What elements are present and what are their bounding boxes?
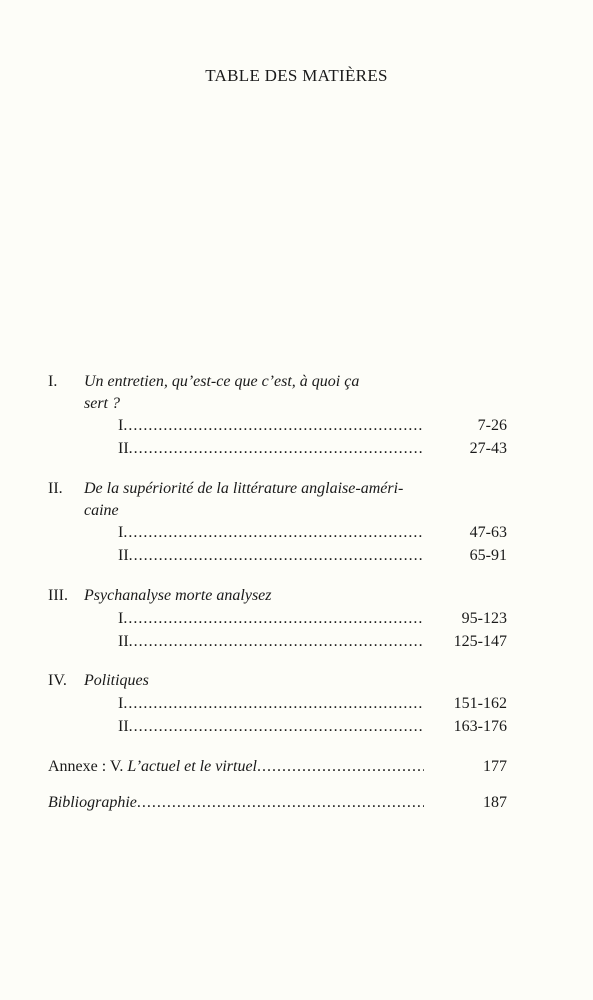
toc-entry [0, 438, 593, 460]
toc-entry [0, 522, 593, 544]
toc-annexe [0, 756, 593, 778]
toc-entry [0, 415, 593, 437]
annexe-title: L’actuel et le virtuel [127, 758, 257, 775]
section-heading: Un entretien, qu’est-ce que c’est, à quoi ça [84, 373, 360, 390]
entry-label: II [118, 547, 129, 564]
dot-leader [137, 792, 424, 814]
entry-label: I [118, 524, 124, 541]
entry-pages: 187 [483, 794, 507, 811]
dot-leader [123, 522, 424, 544]
section-heading: Politiques [84, 672, 149, 689]
entry-label: II [118, 440, 129, 457]
section-heading: Psychanalyse morte analysez [84, 587, 272, 604]
section-heading: De la supériorité de la littérature anglaise-améri- [84, 480, 404, 497]
section-heading-continued: sert ? [84, 395, 120, 412]
toc-bibliographie [0, 792, 593, 814]
dot-leader [129, 716, 424, 738]
toc-entry [0, 716, 593, 738]
toc-section-2-cont [0, 500, 593, 522]
dot-leader [257, 756, 424, 778]
toc-section-1-cont [0, 393, 593, 415]
dot-leader [129, 545, 424, 567]
entry-pages: 65-91 [469, 547, 507, 564]
toc-section-1 [0, 371, 593, 393]
entry-label: I [118, 695, 124, 712]
annexe-prefix: Annexe : V. [48, 758, 128, 775]
entry-pages: 7-26 [477, 417, 507, 434]
entry-label: II [118, 633, 129, 650]
toc-entry [0, 545, 593, 567]
section-number: IV. [48, 672, 67, 689]
dot-leader [129, 631, 424, 653]
section-number: II. [48, 480, 63, 497]
toc-entry [0, 693, 593, 715]
dot-leader [129, 438, 424, 460]
dot-leader [123, 693, 424, 715]
entry-pages: 163-176 [453, 718, 507, 735]
entry-pages: 47-63 [469, 524, 507, 541]
toc-section-2 [0, 478, 593, 500]
page-title: TABLE DES MATIÈRES [205, 66, 388, 85]
toc-section-4 [0, 670, 593, 692]
toc-entry [0, 631, 593, 653]
toc-section-3 [0, 585, 593, 607]
entry-label: I [118, 610, 124, 627]
entry-pages: 151-162 [453, 695, 507, 712]
dot-leader [123, 415, 424, 437]
section-number: I. [48, 373, 58, 390]
entry-pages: 27-43 [469, 440, 507, 457]
toc-entry [0, 608, 593, 630]
entry-label: I [118, 417, 124, 434]
section-number: III. [48, 587, 68, 604]
entry-pages: 95-123 [461, 610, 507, 627]
dot-leader [123, 608, 424, 630]
entry-label: II [118, 718, 129, 735]
bibliographie-title: Bibliographie [48, 794, 137, 811]
entry-pages: 125-147 [453, 633, 507, 650]
entry-pages: 177 [483, 758, 507, 775]
section-heading-continued: caine [84, 502, 119, 519]
